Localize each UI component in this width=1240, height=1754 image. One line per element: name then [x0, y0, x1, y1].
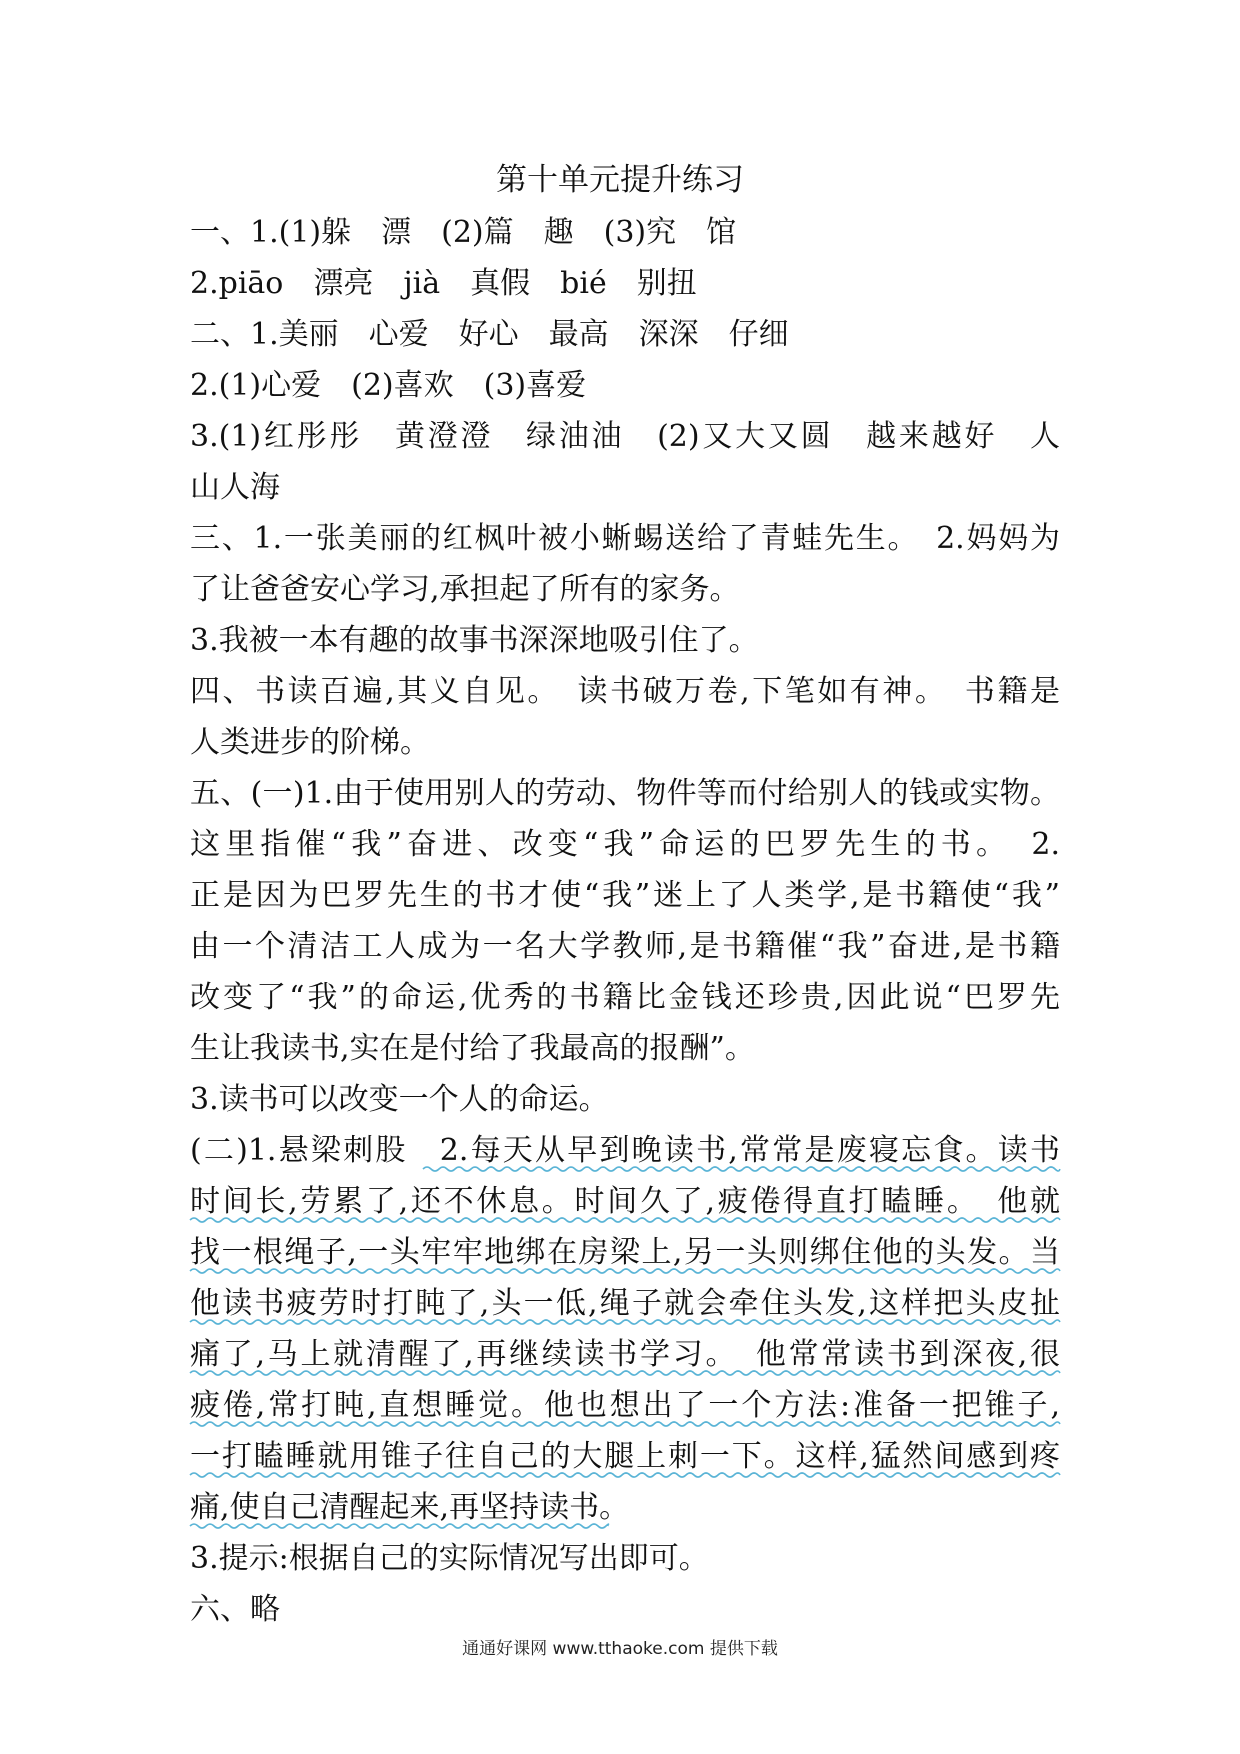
answer-line: 正是因为巴罗先生的书才使“我”迷上了人类学,是书籍使“我” — [190, 878, 1060, 913]
wavy-underline-mark — [423, 1165, 1060, 1173]
answer-line: 2.(1)心爱 (2)喜欢 (3)喜爱 — [190, 368, 587, 403]
wavy-underline-mark — [190, 1216, 1060, 1224]
page-title: 第十单元提升练习 — [496, 162, 744, 198]
wavy-underlined-line — [190, 1278, 1060, 1329]
answer-line: 时间长,劳累了,还不休息。时间久了,疲倦得直打瞌睡。 他就 — [190, 1184, 1060, 1219]
wavy-underline-mark — [190, 1420, 1060, 1428]
answer-line: 他读书疲劳时打盹了,头一低,绳子就会牵住头发,这样把头皮扯 — [190, 1286, 1060, 1321]
answer-line: 3.提示:根据自己的实际情况写出即可。 — [190, 1541, 709, 1576]
answer-line: 痛,使自己清醒起来,再坚持读书。 — [190, 1490, 630, 1525]
answer-line: 改变了“我”的命运,优秀的书籍比金钱还珍贵,因此说“巴罗先 — [190, 980, 1060, 1015]
wavy-underlined-line — [190, 1227, 1060, 1278]
wavy-underlined-line — [190, 1482, 1060, 1533]
answer-line: 四、书读百遍,其义自见。 读书破万卷,下笔如有神。 书籍是 — [190, 674, 1060, 709]
answer-line: (二)1.悬梁刺股 2.每天从早到晚读书,常常是废寝忘食。读书 — [190, 1133, 1060, 1168]
answer-line: 这里指催“我”奋进、改变“我”命运的巴罗先生的书。 2. — [190, 827, 1060, 862]
answer-line: 生让我读书,实在是付给了我最高的报酬”。 — [190, 1031, 755, 1066]
answer-line: 3.(1)红彤彤 黄澄澄 绿油油 (2)又大又圆 越来越好 人 — [190, 419, 1060, 454]
wavy-underlined-line — [190, 1431, 1060, 1482]
wavy-underlined-line — [190, 1176, 1060, 1227]
answer-line: 找一根绳子,一头牢牢地绑在房梁上,另一头则绑住他的头发。当 — [190, 1235, 1060, 1270]
answer-line: 六、略 — [190, 1592, 280, 1627]
wavy-underline-mark — [190, 1267, 1060, 1275]
wavy-underlined-line — [190, 1125, 1060, 1176]
wavy-underlined-line — [190, 1380, 1060, 1431]
answer-line: 3.我被一本有趣的故事书深深地吸引住了。 — [190, 623, 759, 658]
answer-line: 五、(一)1.由于使用别人的劳动、物件等而付给别人的钱或实物。 — [190, 776, 1060, 811]
wavy-underline-mark — [190, 1522, 608, 1530]
answer-line: 由一个清洁工人成为一名大学教师,是书籍催“我”奋进,是书籍 — [190, 929, 1060, 964]
answer-line: 一、1.(1)躲 漂 (2)篇 趣 (3)究 馆 — [190, 215, 737, 250]
wavy-underline-mark — [190, 1471, 1060, 1479]
wavy-underline-mark — [190, 1369, 1060, 1377]
answer-line: 痛了,马上就清醒了,再继续读书学习。 他常常读书到深夜,很 — [190, 1337, 1060, 1372]
answer-line: 山人海 — [190, 470, 280, 505]
wavy-underline-mark — [190, 1318, 1060, 1326]
answer-content — [190, 207, 1060, 1635]
answer-line: 3.读书可以改变一个人的命运。 — [190, 1082, 609, 1117]
answer-line: 一打瞌睡就用锥子往自己的大腿上刺一下。这样,猛然间感到疼 — [190, 1439, 1060, 1474]
answer-line: 三、1.一张美丽的红枫叶被小蜥蜴送给了青蛙先生。 2.妈妈为 — [190, 521, 1060, 556]
wavy-underlined-line — [190, 1329, 1060, 1380]
answer-line: 二、1.美丽 心爱 好心 最高 深深 仔细 — [190, 317, 789, 352]
answer-line: 人类进步的阶梯。 — [190, 725, 430, 760]
answer-line: 疲倦,常打盹,直想睡觉。他也想出了一个方法:准备一把锥子, — [190, 1388, 1060, 1423]
answer-line: 2.piāo 漂亮 jià 真假 bié 别扭 — [190, 266, 697, 301]
page-footer: 通通好课网 www.tthaoke.com 提供下载 — [462, 1639, 778, 1659]
answer-line: 了让爸爸安心学习,承担起了所有的家务。 — [190, 572, 740, 607]
